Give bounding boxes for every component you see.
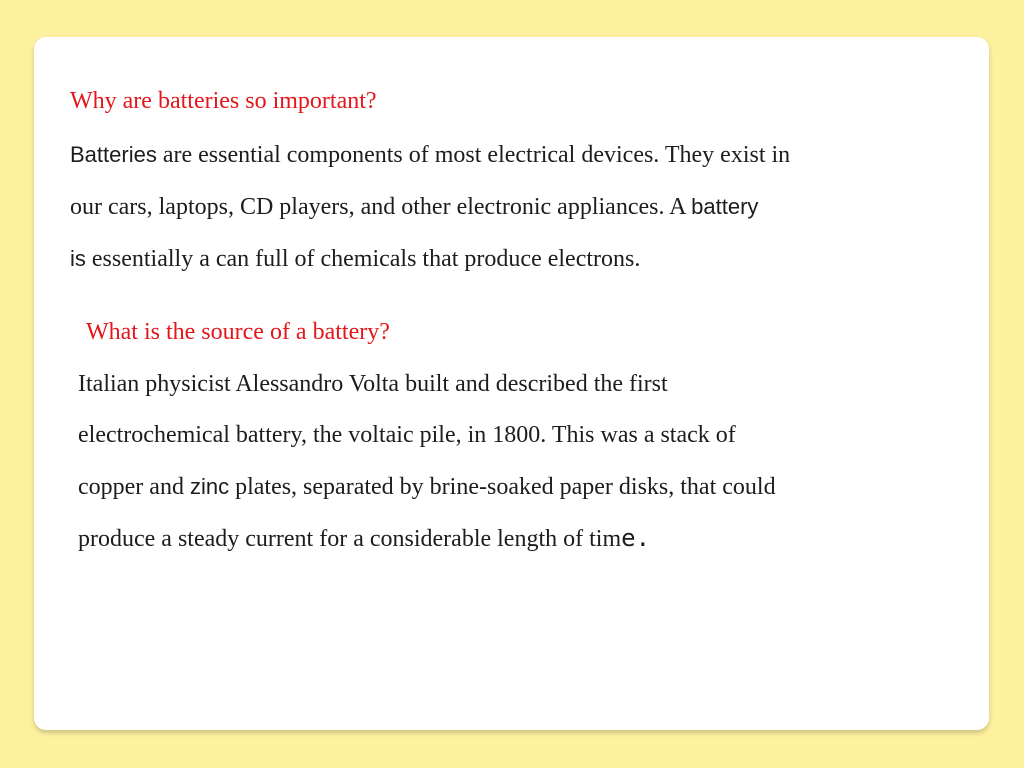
line-text: plates, separated by brine-soaked paper disks, that could <box>229 474 776 500</box>
paragraph-importance <box>70 129 790 285</box>
line-text: Italian physicist Alessandro Volta built and described the first <box>78 371 668 397</box>
paragraph-line <box>78 410 776 461</box>
keyword-batteries: Batteries <box>70 142 157 167</box>
paragraph-source <box>78 359 776 565</box>
keyword-is: is <box>70 246 86 271</box>
paragraph-line <box>78 461 776 513</box>
keyword-zinc: zinc <box>189 474 230 499</box>
line-tail: e. <box>621 524 651 552</box>
line-text: essentially a can full of chemicals that produce electrons. <box>85 246 641 272</box>
line-text: are essential components of most electrical devices. They exist in <box>156 142 791 168</box>
paragraph-line <box>70 129 790 181</box>
line-text: electrochemical battery, the voltaic pile, in 1800. This was a stack of <box>78 422 736 448</box>
paragraph-line <box>78 359 776 410</box>
paragraph-line <box>70 233 790 285</box>
section-heading-importance: Why are batteries so important? <box>70 88 377 114</box>
line-text: our cars, laptops, CD players, and other electronic appliances. A <box>70 194 692 220</box>
line-text: produce a steady current for a considerable length of tim <box>78 526 622 552</box>
keyword-battery: battery <box>691 194 759 219</box>
section-heading-source: What is the source of a battery? <box>86 319 390 345</box>
paragraph-line <box>70 181 790 233</box>
line-text: copper and <box>78 474 190 500</box>
paragraph-line <box>78 513 776 565</box>
